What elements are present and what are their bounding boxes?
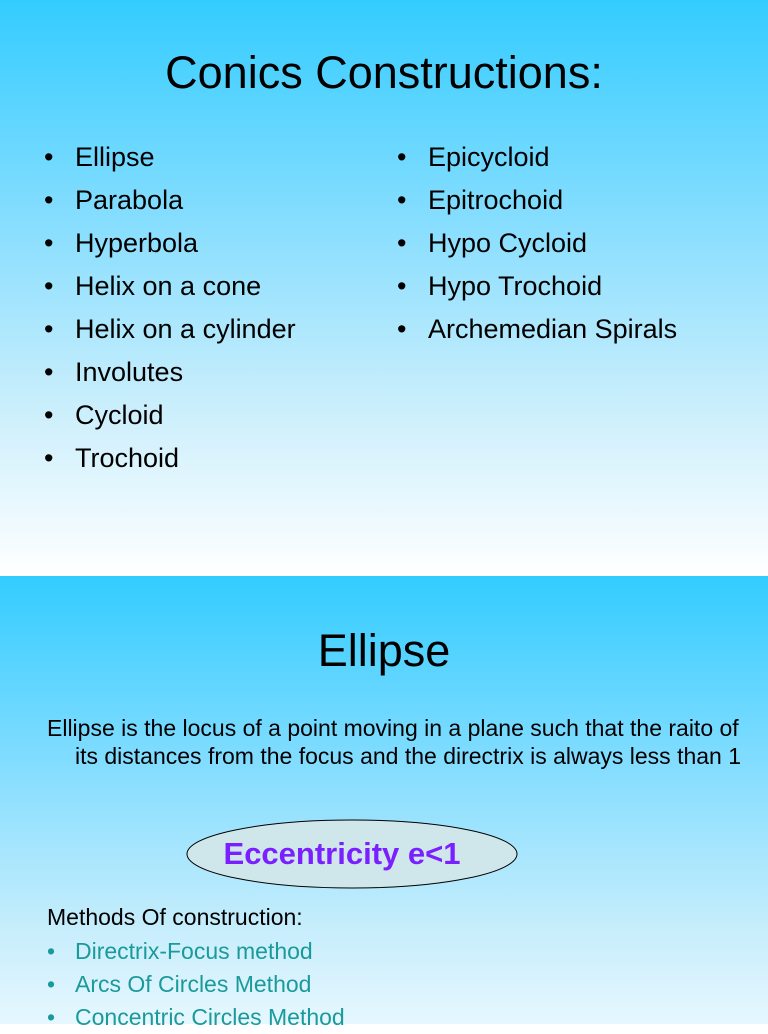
- methods-list: [47, 935, 345, 1034]
- list-item: [397, 179, 677, 222]
- list-item-label: Hyperbola: [75, 228, 199, 258]
- conics-list-right: [397, 136, 677, 351]
- list-item-label: Trochoid: [75, 443, 180, 473]
- bullet-icon: •: [44, 271, 54, 301]
- list-item: [44, 351, 296, 394]
- bullet-icon: •: [397, 185, 407, 215]
- slide-title: Ellipse: [317, 625, 451, 676]
- list-item: [44, 394, 296, 437]
- slide-ellipse: [0, 576, 768, 1030]
- list-item: [44, 136, 296, 179]
- list-item: [397, 136, 677, 179]
- list-item-label: Epicycloid: [428, 142, 550, 172]
- eccentricity-callout: [185, 818, 519, 890]
- method-item-label: Arcs Of Circles Method: [75, 971, 312, 997]
- method-item-label: Directrix-Focus method: [75, 938, 313, 964]
- list-item: [397, 222, 677, 265]
- bullet-icon: •: [397, 228, 407, 258]
- bullet-icon: •: [44, 185, 54, 215]
- bullet-icon: •: [44, 314, 54, 344]
- list-item-label: Hypo Trochoid: [428, 271, 603, 301]
- list-item-label: Helix on a cylinder: [75, 314, 296, 344]
- bullet-icon: •: [44, 228, 54, 258]
- bullet-icon: •: [397, 142, 407, 172]
- list-item-label: Helix on a cone: [75, 271, 262, 301]
- bullet-icon: •: [47, 1004, 56, 1030]
- bullet-icon: •: [44, 400, 54, 430]
- bullet-icon: •: [44, 443, 54, 473]
- list-item: [397, 308, 677, 351]
- conics-list-left: [44, 136, 296, 480]
- list-item: [44, 179, 296, 222]
- bullet-icon: •: [397, 271, 407, 301]
- method-item: [47, 935, 345, 968]
- list-item-label: Ellipse: [75, 142, 155, 172]
- bullet-icon: •: [397, 314, 407, 344]
- bullet-icon: •: [44, 357, 54, 387]
- method-item: [47, 1001, 345, 1034]
- list-item: [44, 222, 296, 265]
- slide-title: Conics Constructions:: [165, 47, 603, 98]
- list-item-label: Involutes: [75, 357, 184, 387]
- ellipse-definition: Ellipse is the locus of a point moving in a plane such that the raito of its distances from the focus and the directrix is always less than 1: [47, 715, 742, 769]
- list-item-label: Hypo Cycloid: [428, 228, 588, 258]
- list-item-label: Epitrochoid: [428, 185, 564, 215]
- bullet-icon: •: [47, 938, 56, 964]
- list-item: [44, 308, 296, 351]
- list-item-label: Parabola: [75, 185, 184, 215]
- method-item: [47, 968, 345, 1001]
- bullet-icon: •: [44, 142, 54, 172]
- list-item-label: Archemedian Spirals: [428, 314, 678, 344]
- list-item-label: Cycloid: [75, 400, 164, 430]
- list-item: [44, 265, 296, 308]
- method-item-label: Concentric Circles Method: [75, 1004, 345, 1030]
- callout-text: Eccentricity e<1: [223, 836, 461, 871]
- methods-label: Methods Of construction:: [47, 904, 303, 930]
- list-item: [397, 265, 677, 308]
- bullet-icon: •: [47, 971, 56, 997]
- list-item: [44, 437, 296, 480]
